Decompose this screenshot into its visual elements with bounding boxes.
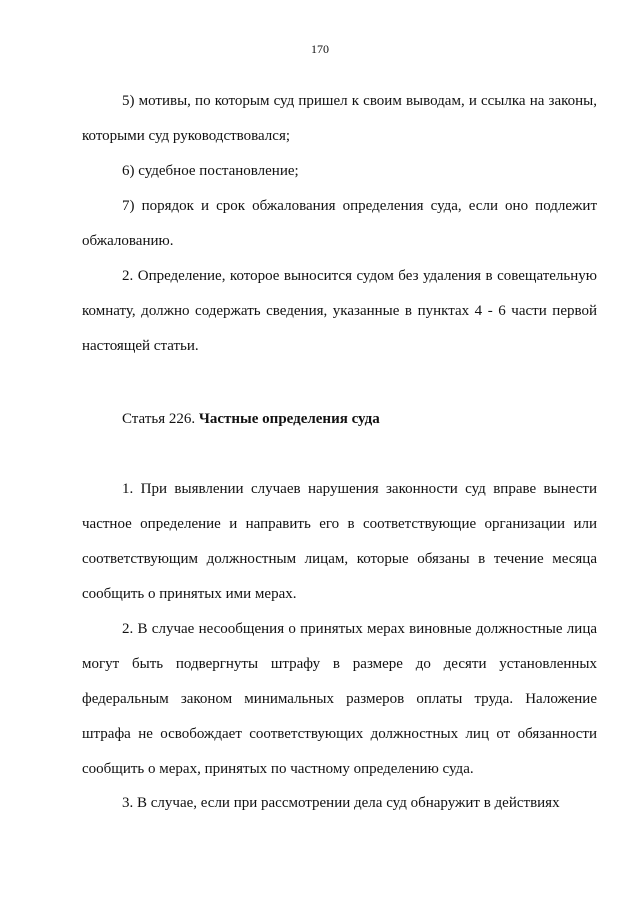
article-title: Частные определения суда bbox=[198, 411, 380, 427]
article-paragraph-3: 3. В случае, если при рассмотрении дела суд обнаружит в действиях bbox=[122, 795, 560, 811]
paragraph-item-5: 5) мотивы, по которым суд пришел к своим выводам, и ссылка на законы, которыми суд руководствовался; bbox=[82, 93, 597, 144]
page-number: 170 bbox=[311, 42, 329, 56]
article-heading bbox=[122, 404, 380, 434]
article-label: Статья 226. bbox=[122, 411, 196, 427]
article-paragraph-2: 2. В случае несообщения о принятых мерах виновные должностные лица могут быть подвергнуты штрафу в размере до десяти установленных федеральным законом минимальных размеров оплаты труда. Наложение штрафа не освобождает соответствующих должностных лиц от обязанности сообщить о мерах, принятых по частному определению суда. bbox=[82, 621, 597, 777]
paragraph-item-6: 6) судебное постановление; bbox=[122, 163, 299, 179]
paragraph-item-7: 7) порядок и срок обжалования определения суда, если оно подлежит обжалованию. bbox=[82, 198, 597, 249]
article-paragraph-1: 1. При выявлении случаев нарушения законности суд вправе вынести частное определение и направить его в соответствующие организации или соответствующим должностным лицам, которые обязаны в течение месяца сообщить о принятых ими мерах. bbox=[82, 481, 597, 602]
paragraph-part-2: 2. Определение, которое выносится судом без удаления в совещательную комнату, должно содержать сведения, указанные в пунктах 4 - 6 части первой настоящей статьи. bbox=[82, 268, 597, 354]
